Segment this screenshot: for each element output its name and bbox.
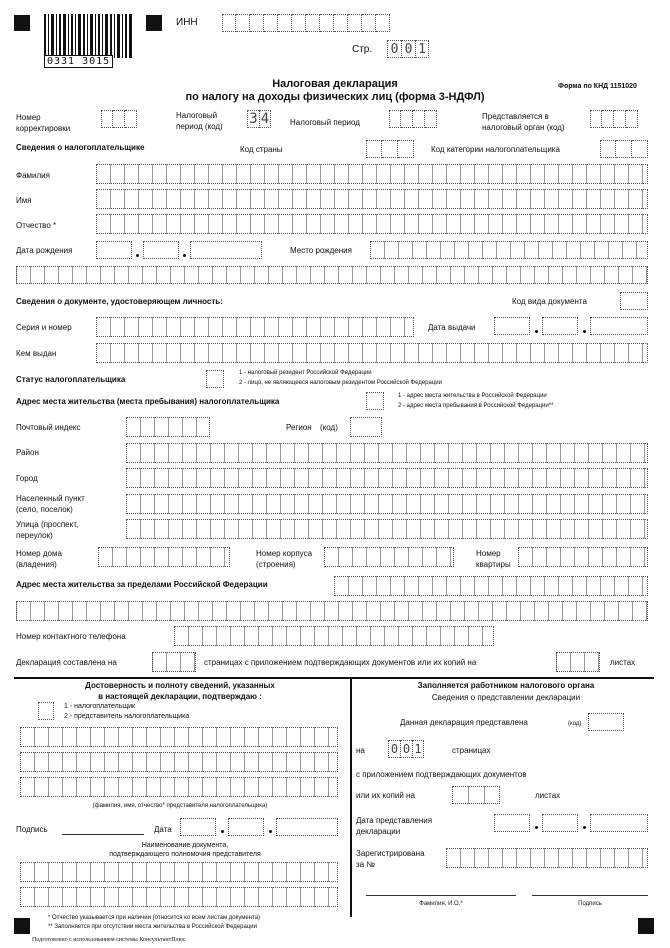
- country-code-cells[interactable]: [366, 140, 414, 158]
- confirm-role-cell[interactable]: [38, 702, 54, 720]
- staff-pages-cells[interactable]: 0 0 1: [388, 740, 424, 758]
- submission-month-cells[interactable]: [542, 814, 578, 832]
- presented-code-cells[interactable]: [588, 713, 624, 731]
- doc-name-caption-1: Наименование документа,: [141, 842, 229, 849]
- barcode-image: [42, 14, 134, 58]
- presented-label: Данная декларация представлена: [400, 718, 528, 727]
- patronymic-cells[interactable]: [96, 214, 648, 234]
- sheets-label: листах: [610, 658, 636, 667]
- authority-label-1: Представляется в: [482, 112, 549, 121]
- house-cells[interactable]: [98, 547, 230, 567]
- doc-type-code-cells[interactable]: [620, 292, 648, 310]
- building-label-1: Номер корпуса: [256, 549, 313, 558]
- identity-section-title: Сведения о документе, удостоверяющем личность:: [16, 297, 223, 306]
- form-title-line2: по налогу на доходы физических лиц (форма 3-НДФЛ): [185, 91, 485, 103]
- category-code-label: Код категории налогоплательщика: [431, 145, 560, 154]
- phone-cells[interactable]: [174, 626, 494, 646]
- form-code: Форма по КНД 1151020: [558, 83, 637, 90]
- with-docs-label: с приложением подтверждающих документов: [356, 770, 527, 779]
- submission-date-label-1: Дата представления: [356, 816, 433, 825]
- sign-day-cells[interactable]: [180, 818, 216, 836]
- pages-with-docs-label: страницах с приложением подтверждающих документов или их копий на: [204, 658, 477, 667]
- date-separator: [583, 330, 586, 333]
- confirm-title-2: в настоящей декларации, подтверждаю :: [98, 692, 262, 701]
- settlement-label-1: Населенный пункт: [16, 494, 85, 503]
- birth-place-label: Место рождения: [290, 246, 352, 255]
- building-cells[interactable]: [324, 547, 454, 567]
- inn-label: ИНН: [176, 17, 198, 28]
- submission-date-label-2: декларации: [356, 827, 401, 836]
- representative-fio-cells-1[interactable]: [20, 727, 338, 747]
- tax-period-code-cells[interactable]: 3 4: [247, 110, 271, 128]
- date-separator: [535, 330, 538, 333]
- signature-label: Подпись: [16, 825, 48, 834]
- address-option-1: 1 - адрес места жительства в Российской Федерации: [398, 393, 547, 399]
- signature-line: [62, 834, 144, 835]
- date-label: Дата: [154, 825, 172, 834]
- district-label: Район: [16, 448, 39, 457]
- status-cell[interactable]: [206, 370, 224, 388]
- birth-place-cells-2[interactable]: [16, 266, 648, 284]
- city-label: Город: [16, 474, 38, 483]
- building-label-2: (строения): [256, 560, 296, 569]
- staff-signature-caption: Подпись: [578, 901, 602, 907]
- region-label: Регион: [286, 423, 312, 432]
- barcode-number: 0331 3015: [44, 55, 113, 68]
- birth-month-cells[interactable]: [143, 241, 179, 259]
- postal-code-cells[interactable]: [126, 417, 210, 437]
- staff-fio-caption: Фамилия, И.О.*: [419, 901, 463, 907]
- status-title: Статус налогоплательщика: [16, 375, 126, 384]
- corner-marker-top-left: [14, 15, 30, 31]
- correction-number-cells[interactable]: [101, 110, 137, 128]
- authority-doc-cells-1[interactable]: [20, 862, 338, 882]
- abroad-address-cells-1[interactable]: [334, 576, 648, 596]
- taxpayer-section-title: Сведения о налогоплательщике: [16, 143, 145, 152]
- settlement-cells[interactable]: [126, 494, 648, 514]
- doc-type-code-label: Код вида документа: [512, 297, 587, 306]
- address-option-2: 2 - адрес места пребывания в Российской Федерации**: [398, 403, 554, 409]
- issued-by-cells[interactable]: [96, 343, 648, 363]
- address-type-cell[interactable]: [366, 392, 384, 410]
- settlement-label-2: (село, поселок): [16, 505, 73, 514]
- birth-place-cells-1[interactable]: [370, 241, 648, 259]
- birth-year-cells[interactable]: [190, 241, 262, 259]
- inn-cells[interactable]: [222, 14, 390, 32]
- correction-label-2: корректировки: [16, 124, 71, 133]
- sign-year-cells[interactable]: [276, 818, 338, 836]
- block-divider: [14, 677, 654, 679]
- address-title: Адрес места жительства (места пребывания) налогоплательщика: [16, 397, 280, 406]
- region-code-label: (код): [320, 423, 338, 432]
- footnote-2: ** Заполняется при отсутствии места жительства в Российской Федерации: [48, 924, 257, 930]
- date-separator: [136, 254, 139, 257]
- corner-marker-top-right: [146, 15, 162, 31]
- issued-by-label: Кем выдан: [16, 349, 57, 358]
- birth-day-cells[interactable]: [96, 241, 132, 259]
- phone-label: Номер контактного телефона: [16, 632, 126, 641]
- tax-period-label: Налоговый период: [290, 118, 360, 127]
- authority-code-cells[interactable]: [590, 110, 638, 128]
- tax-period-cells[interactable]: [389, 110, 437, 128]
- staff-pages-label: страницах: [452, 746, 491, 755]
- confirm-option-2: 2 - представитель налогоплательщика: [64, 713, 190, 720]
- apartment-label-2: квартиры: [476, 560, 511, 569]
- fio-caption: (фамилия, имя, отчество* представителя налогоплательщика): [92, 803, 268, 809]
- postal-code-label: Почтовый индекс: [16, 423, 81, 432]
- abroad-address-title: Адрес места жительства за пределами Российской Федерации: [16, 580, 268, 589]
- submission-day-cells[interactable]: [494, 814, 530, 832]
- abroad-address-cells-2[interactable]: [16, 601, 648, 621]
- district-cells[interactable]: [126, 443, 648, 463]
- street-cells[interactable]: [126, 519, 648, 539]
- house-label-2: (владения): [16, 560, 57, 569]
- apartment-label-1: Номер: [476, 549, 501, 558]
- birth-date-label: Дата рождения: [16, 246, 73, 255]
- surname-label: Фамилия: [16, 171, 50, 180]
- issue-date-label: Дата выдачи: [428, 323, 476, 332]
- attachment-sheets-cells[interactable]: [556, 652, 600, 672]
- block-vertical-divider: [350, 677, 352, 917]
- staff-fio-line: [366, 895, 516, 896]
- apartment-cells[interactable]: [518, 547, 648, 567]
- footnote-1: * Отчество указывается при наличии (относится ко всем листам документа): [48, 915, 261, 921]
- name-label: Имя: [16, 196, 32, 205]
- corner-marker-bottom-right: [638, 918, 654, 934]
- issue-day-cells[interactable]: [494, 317, 530, 335]
- category-code-cells[interactable]: [600, 140, 648, 158]
- staff-copies-cells[interactable]: [452, 786, 500, 804]
- declaration-pages-cells[interactable]: [152, 652, 196, 672]
- date-separator: [183, 254, 186, 257]
- page-label: Стр.: [352, 44, 373, 55]
- region-code-cells[interactable]: [350, 417, 382, 437]
- corner-marker-bottom-left: [14, 918, 30, 934]
- house-label-1: Номер дома: [16, 549, 62, 558]
- registered-label-2: за №: [356, 860, 375, 869]
- street-label-2: переулок): [16, 531, 53, 540]
- issue-month-cells[interactable]: [542, 317, 578, 335]
- issue-year-cells[interactable]: [590, 317, 648, 335]
- date-separator: [269, 830, 272, 833]
- date-separator: [535, 826, 538, 829]
- status-option-1: 1 - налоговый резидент Российской Федерации: [239, 370, 372, 376]
- or-copies-label: или их копий на: [356, 791, 415, 800]
- registered-label-1: Зарегистрирована: [356, 849, 425, 858]
- prepared-with-note: Подготовлено с использованием системы КонсультантПлюс: [32, 937, 186, 943]
- authority-doc-cells-2[interactable]: [20, 887, 338, 907]
- confirm-option-1: 1 - налогоплательщик: [64, 703, 136, 710]
- registration-number-cells[interactable]: [446, 848, 648, 868]
- name-cells[interactable]: [96, 189, 648, 209]
- country-code-label: Код страны: [240, 145, 283, 154]
- status-option-2: 2 - лицо, не являющееся налоговым резидентом Российской Федерации: [239, 380, 442, 386]
- city-cells[interactable]: [126, 468, 648, 488]
- staff-signature-line: [532, 895, 648, 896]
- presented-code-label: (код): [568, 721, 582, 727]
- street-label-1: Улица (проспект,: [16, 520, 79, 529]
- date-separator: [221, 830, 224, 833]
- series-number-label: Серия и номер: [16, 323, 72, 332]
- declaration-pages-label: Декларация составлена на: [16, 658, 117, 667]
- tax-period-code-label-2: период (код): [176, 122, 223, 131]
- staff-block-title: Заполняется работником налогового органа: [417, 681, 595, 690]
- surname-cells[interactable]: [96, 164, 648, 184]
- patronymic-label: Отчество *: [16, 221, 57, 230]
- tax-period-code-label-1: Налоговый: [176, 111, 218, 120]
- date-separator: [583, 826, 586, 829]
- representative-fio-cells-3[interactable]: [20, 777, 338, 797]
- on-label: на: [356, 746, 365, 755]
- sign-month-cells[interactable]: [228, 818, 264, 836]
- staff-sheets-label: листах: [535, 791, 561, 800]
- representative-fio-cells-2[interactable]: [20, 752, 338, 772]
- confirm-title-1: Достоверность и полноту сведений, указанных: [85, 681, 275, 690]
- page-number-cells[interactable]: 0 0 1: [387, 40, 429, 58]
- authority-label-2: налоговый орган (код): [482, 123, 565, 132]
- correction-label-1: Номер: [16, 113, 41, 122]
- doc-name-caption-2: подтверждающего полномочия представителя: [109, 851, 261, 858]
- form-title-line1: Налоговая декларация: [272, 78, 398, 90]
- series-number-cells[interactable]: [96, 317, 414, 337]
- staff-block-subtitle: Сведения о представлении декларации: [431, 693, 581, 702]
- submission-year-cells[interactable]: [590, 814, 648, 832]
